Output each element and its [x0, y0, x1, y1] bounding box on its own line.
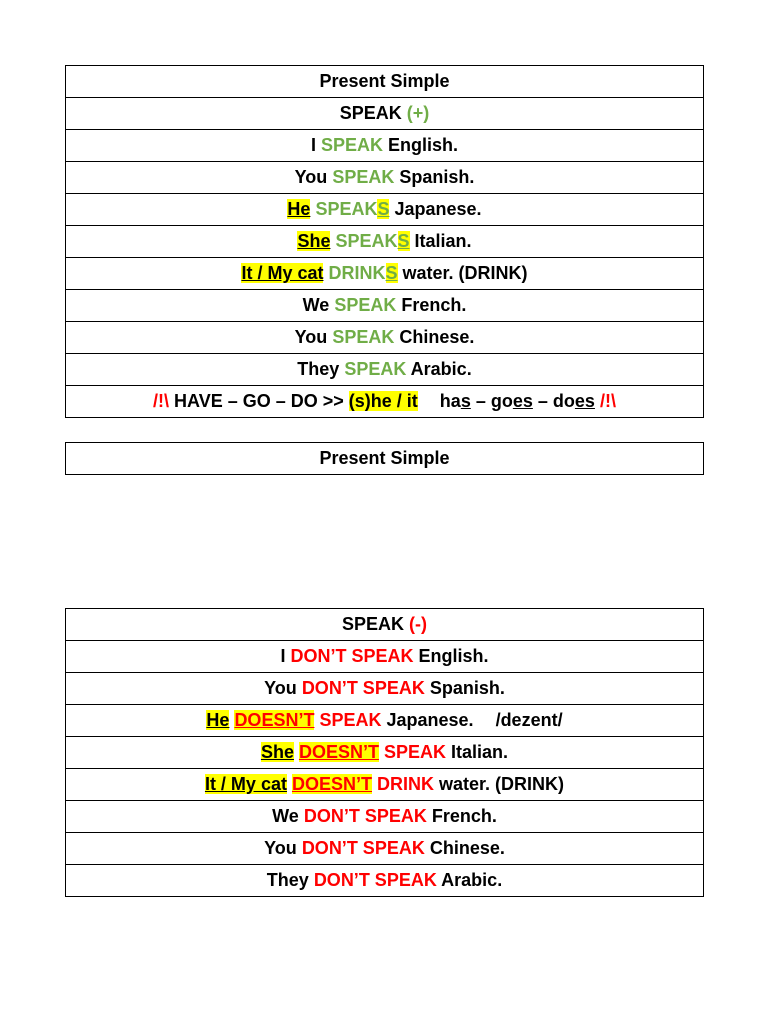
third-person-subjects: (s)he / it — [348, 391, 418, 411]
table-row — [66, 258, 704, 290]
verb: SPEAK — [319, 710, 382, 730]
object: Arabic. — [441, 870, 503, 890]
subject: She — [260, 742, 294, 762]
auxiliary-verb: DOESN’T — [234, 710, 315, 730]
verb: SPEAK — [332, 327, 395, 347]
object: Italian. — [414, 231, 472, 251]
object: Italian. — [451, 742, 509, 762]
auxiliary-verb: DON’T SPEAK — [301, 838, 425, 858]
present-simple-title-table — [65, 442, 704, 475]
sentence-cell — [66, 705, 704, 737]
irregular-verbs: HAVE – GO – DO >> — [174, 391, 344, 411]
table-row — [66, 66, 704, 98]
table-row — [66, 641, 704, 673]
object: water. (DRINK) — [439, 774, 565, 794]
table-row — [66, 130, 704, 162]
object: Arabic. — [410, 359, 472, 379]
table-row — [66, 705, 704, 737]
subject: I — [280, 646, 286, 666]
object: Spanish. — [399, 167, 475, 187]
sentence-cell — [66, 162, 704, 194]
table-row — [66, 737, 704, 769]
table-row — [66, 865, 704, 897]
object: English. — [418, 646, 489, 666]
header-cell — [66, 609, 704, 641]
header-sign: (+) — [406, 103, 430, 123]
subject: You — [294, 327, 328, 347]
table-row — [66, 290, 704, 322]
sentence-cell — [66, 130, 704, 162]
auxiliary-verb: DON’T SPEAK — [313, 870, 437, 890]
has-ending: s — [460, 391, 471, 411]
object: water. (DRINK) — [402, 263, 528, 283]
sentence-cell — [66, 354, 704, 386]
verb: SPEAK — [320, 135, 383, 155]
table-row — [66, 226, 704, 258]
header-verb: SPEAK — [339, 103, 402, 123]
verb: SPEAK — [384, 742, 447, 762]
header-sign: (-) — [409, 614, 427, 634]
verb-suffix: S — [385, 263, 398, 283]
table-row — [66, 194, 704, 226]
header-cell — [66, 98, 704, 130]
goes-base: – go — [475, 391, 513, 411]
verb-suffix: S — [377, 199, 390, 219]
table-row — [66, 609, 704, 641]
table-row — [66, 443, 704, 475]
auxiliary-verb: DON’T SPEAK — [303, 806, 427, 826]
table-row — [66, 98, 704, 130]
object: French. — [401, 295, 467, 315]
object: English. — [388, 135, 459, 155]
subject: You — [264, 678, 297, 698]
subject: She — [297, 231, 331, 251]
header-verb: SPEAK — [341, 614, 404, 634]
subject: They — [297, 359, 340, 379]
subject: He — [206, 710, 230, 730]
table-row — [66, 386, 704, 418]
sentence-cell — [66, 322, 704, 354]
verb: DRINK — [328, 263, 386, 283]
auxiliary-verb: DOESN’T — [291, 774, 372, 794]
table-row — [66, 673, 704, 705]
object: Spanish. — [429, 678, 505, 698]
verb: SPEAK — [334, 295, 397, 315]
verb: SPEAK — [315, 199, 378, 219]
object: Chinese. — [429, 838, 505, 858]
sentence-cell — [66, 865, 704, 897]
subject: It / My cat — [204, 774, 287, 794]
subject: He — [287, 199, 311, 219]
sentence-cell — [66, 769, 704, 801]
sentence-cell — [66, 226, 704, 258]
table-title — [66, 66, 704, 98]
table-title — [66, 443, 704, 475]
table-row — [66, 322, 704, 354]
object: Japanese. — [386, 710, 474, 730]
pronunciation: /dezent/ — [495, 710, 563, 730]
sentence-cell — [66, 641, 704, 673]
sentence-cell — [66, 194, 704, 226]
table-row — [66, 833, 704, 865]
present-simple-positive-table — [65, 65, 704, 418]
subject: They — [266, 870, 309, 890]
subject: I — [310, 135, 316, 155]
has-base: ha — [439, 391, 461, 411]
subject: You — [264, 838, 297, 858]
sentence-cell — [66, 801, 704, 833]
does-base: – do — [537, 391, 575, 411]
verb: SPEAK — [344, 359, 407, 379]
irregular-note-cell — [66, 386, 704, 418]
object: Japanese. — [394, 199, 482, 219]
verb: DRINK — [377, 774, 435, 794]
sentence-cell — [66, 673, 704, 705]
verb: SPEAK — [332, 167, 395, 187]
table-row — [66, 354, 704, 386]
sentence-cell — [66, 258, 704, 290]
verb: SPEAK — [335, 231, 398, 251]
sentence-cell — [66, 833, 704, 865]
does-ending: es — [574, 391, 595, 411]
table-row — [66, 801, 704, 833]
subject: It / My cat — [241, 263, 324, 283]
warning-icon: /!\ — [153, 391, 170, 411]
verb-suffix: S — [397, 231, 410, 251]
table-row — [66, 162, 704, 194]
subject: You — [294, 167, 328, 187]
object: Chinese. — [399, 327, 475, 347]
subject: We — [272, 806, 299, 826]
title-text: Present Simple — [319, 71, 450, 91]
sentence-cell — [66, 737, 704, 769]
goes-ending: es — [512, 391, 533, 411]
auxiliary-verb: DOESN’T — [298, 742, 379, 762]
title-text: Present Simple — [319, 448, 450, 468]
warning-icon: /!\ — [599, 391, 616, 411]
object: French. — [431, 806, 497, 826]
auxiliary-verb: DON’T SPEAK — [301, 678, 425, 698]
present-simple-negative-table — [65, 608, 704, 897]
table-row — [66, 769, 704, 801]
subject: We — [302, 295, 330, 315]
auxiliary-verb: DON’T SPEAK — [290, 646, 414, 666]
sentence-cell — [66, 290, 704, 322]
